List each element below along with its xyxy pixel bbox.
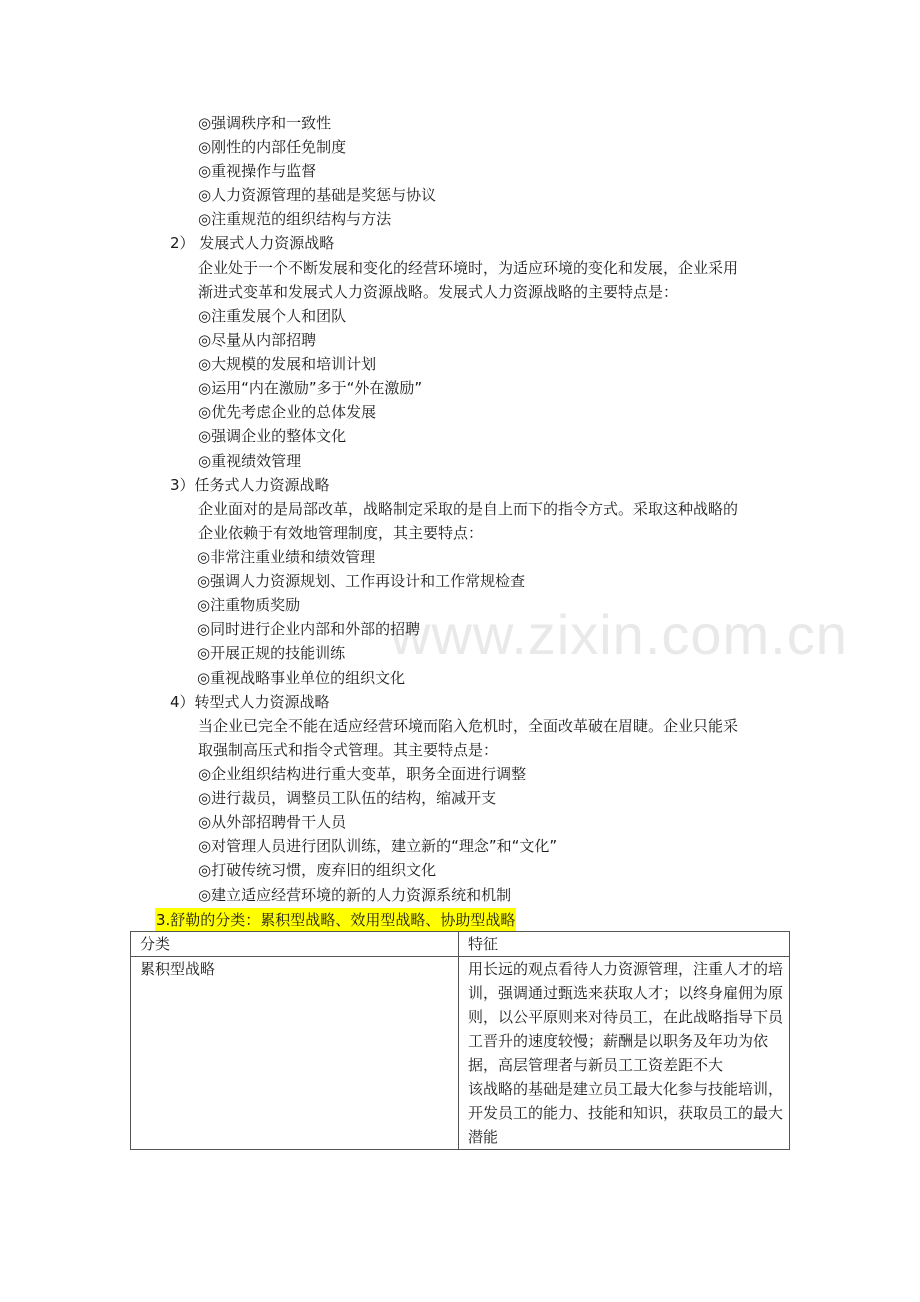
- table-header-features: 特征: [459, 932, 790, 957]
- bullet-item: ◎强调人力资源规划、工作再设计和工作常规检查: [197, 572, 526, 590]
- bullet-item: ◎重视战略事业单位的组织文化: [197, 669, 406, 687]
- paragraph-line: 企业处于一个不断发展和变化的经营环境时，为适应环境的变化和发展，企业采用: [198, 259, 739, 277]
- bullet-item: ◎重视绩效管理: [198, 452, 302, 470]
- strategy-table: [130, 931, 790, 1150]
- table-header-row: [131, 932, 790, 957]
- table-cell-category: 累积型战略: [131, 957, 459, 1150]
- section-heading: 3）任务式人力资源战略: [170, 476, 330, 494]
- bullet-item: ◎从外部招聘骨干人员: [198, 813, 347, 831]
- paragraph-line: 当企业已完全不能在适应经营环境而陷入危机时，全面改革破在眉睫。企业只能采: [198, 717, 739, 735]
- bullet-item: ◎对管理人员进行团队训练，建立新的“理念”和“文化”: [198, 837, 558, 855]
- table-header-category: 分类: [131, 932, 459, 957]
- bullet-item: ◎进行裁员，调整员工队伍的结构，缩减开支: [198, 789, 497, 807]
- paragraph-line: 企业面对的是局部改革，战略制定采取的是自上而下的指令方式。采取这种战略的: [198, 500, 739, 518]
- table-cell-features: [459, 957, 790, 1150]
- bullet-item: ◎重视操作与监督: [198, 162, 317, 180]
- paragraph-line: 取强制高压式和指令式管理。其主要特点是：: [198, 741, 499, 759]
- bullet-item: ◎建立适应经营环境的新的人力资源系统和机制: [198, 886, 512, 904]
- bullet-item: ◎人力资源管理的基础是奖惩与协议: [198, 186, 437, 204]
- bullet-item: ◎强调企业的整体文化: [198, 427, 347, 445]
- section-heading: 4）转型式人力资源战略: [170, 693, 330, 711]
- bullet-item: ◎企业组织结构进行重大变革，职务全面进行调整: [198, 765, 527, 783]
- bullet-item: ◎尽量从内部招聘: [198, 331, 317, 349]
- bullet-item: ◎同时进行企业内部和外部的招聘: [197, 620, 421, 638]
- table-row: [131, 957, 790, 1150]
- feature-paragraph: 用长远的观点看待人力资源管理，注重人才的培训，强调通过甄选来获取人才；以终身雇佣为原则，以公平原则来对待员工，在此战略指导下员工晋升的速度较慢；薪酬是以职务及年功为依据，高层管理者与新员工工资差距不大: [468, 960, 784, 1074]
- bullet-item: ◎非常注重业绩和绩效管理: [197, 548, 376, 566]
- bullet-item: ◎运用“内在激励”多于“外在激励”: [198, 379, 423, 397]
- paragraph-line: 企业依赖于有效地管理制度，其主要特点：: [198, 524, 484, 542]
- paragraph-line: 渐进式变革和发展式人力资源战略。发展式人力资源战略的主要特点是：: [198, 283, 679, 301]
- bullet-item: ◎注重规范的组织结构与方法: [198, 210, 392, 228]
- section-heading: 2） 发展式人力资源战略: [170, 234, 335, 252]
- bullet-item: ◎开展正规的技能训练: [197, 644, 346, 662]
- bullet-item: ◎刚性的内部任免制度: [198, 138, 347, 156]
- bullet-item: ◎注重发展个人和团队: [198, 307, 347, 325]
- bullet-item: ◎强调秩序和一致性: [198, 114, 332, 132]
- watermark: www.zixin.com.cn: [390, 603, 848, 666]
- bullet-item: ◎优先考虑企业的总体发展: [198, 403, 377, 421]
- highlighted-section-title: 3.舒勒的分类：累积型战略、效用型战略、协助型战略: [155, 908, 516, 932]
- bullet-item: ◎注重物质奖励: [197, 596, 301, 614]
- bullet-item: ◎打破传统习惯，废弃旧的组织文化: [198, 861, 437, 879]
- feature-paragraph: 该战略的基础是建立员工最大化参与技能培训，开发员工的能力、技能和知识，获取员工的最大潜能: [468, 1080, 784, 1146]
- bullet-item: ◎大规模的发展和培训计划: [198, 355, 377, 373]
